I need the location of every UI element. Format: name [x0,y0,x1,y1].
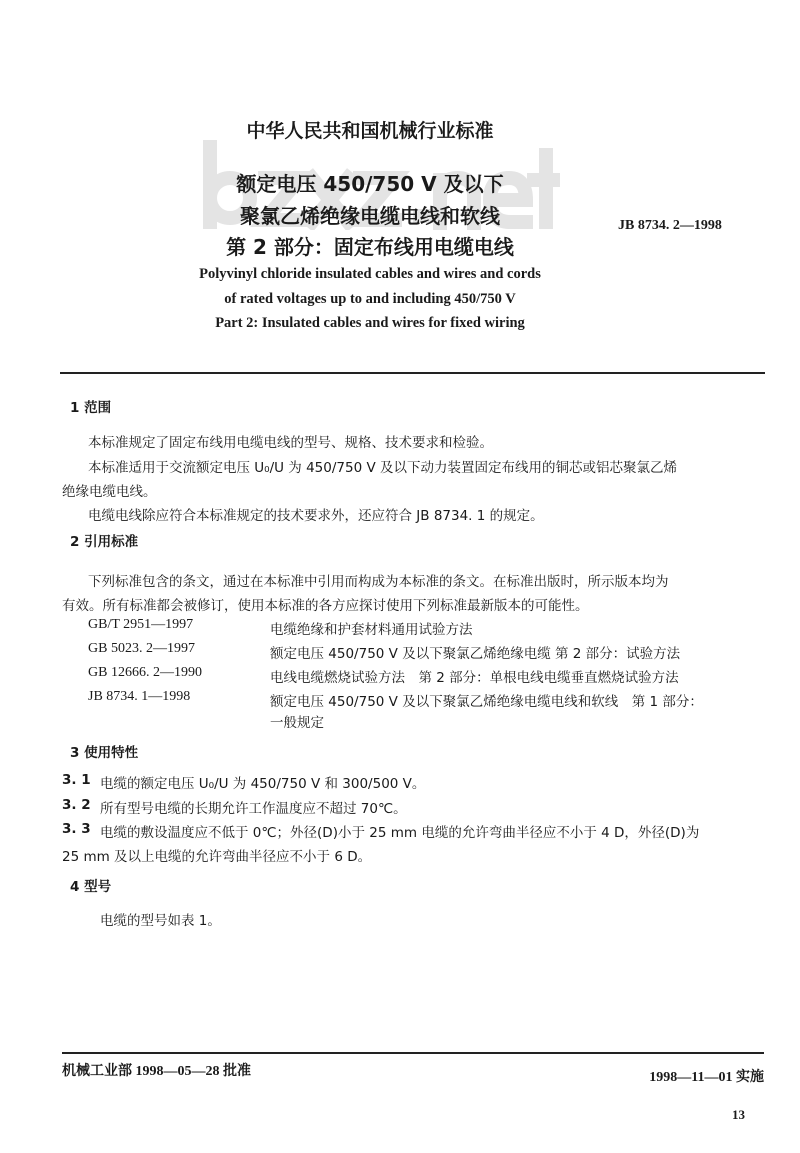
approval-date: 机械工业部 1998—05—28 批准 [62,1064,251,1079]
clause-number: 3. 1 [62,772,91,788]
page-number: 13 [732,1107,745,1122]
clause-text: 电缆的敷设温度应不低于 0℃；外径(D)小于 25 mm 电缆的允许弯曲半径应不小于 4 D，外径(D)为 [100,825,700,841]
header-divider [60,372,765,374]
section-3-title: 3 使用特性 [70,745,139,761]
footer-divider [62,1052,764,1054]
paragraph: 绝缘电缆电线。 [62,484,157,500]
title-en-line-1: Polyvinyl chloride insulated cables and wires and cords [199,266,541,282]
section-2-title: 2 引用标准 [70,534,139,550]
title-cn-line-1: 额定电压 450/750 V 及以下 [236,172,504,196]
clause-text: 电缆的额定电压 U₀/U 为 450/750 V 和 300/500 V。 [100,776,426,792]
standard-code: JB 8734. 2—1998 [618,218,722,233]
title-en-line-3: Part 2: Insulated cables and wires for fixed wiring [215,315,525,331]
ref-code: GB 5023. 2—1997 [88,641,195,656]
title-cn-line-3: 第 2 部分：固定布线用电缆电线 [226,235,514,259]
ref-title: 电线电缆燃烧试验方法 第 2 部分：单根电线电缆垂直燃烧试验方法 [270,670,679,686]
ref-title: 电缆绝缘和护套材料通用试验方法 [270,622,473,638]
section-1-title: 1 范围 [70,400,112,416]
ref-code: GB/T 2951—1997 [88,617,194,632]
title-cn-line-2: 聚氯乙烯绝缘电缆电线和软线 [240,204,500,228]
ref-title: 额定电压 450/750 V 及以下聚氯乙烯绝缘电缆 第 2 部分：试验方法 [270,646,681,662]
ref-code: JB 8734. 1—1998 [88,689,191,704]
clause-text: 所有型号电缆的长期允许工作温度应不超过 70℃。 [100,801,407,817]
ref-title: 额定电压 450/750 V 及以下聚氯乙烯绝缘电缆电线和软线 第 1 部分： [270,694,703,710]
paragraph: 电缆的型号如表 1。 [100,913,221,929]
paragraph: 下列标准包含的条文，通过在本标准中引用而构成为本标准的条文。在标准出版时，所示版本均为 [88,574,669,590]
paragraph: 本标准规定了固定布线用电缆电线的型号、规格、技术要求和检验。 [88,435,493,451]
paragraph: 电缆电线除应符合本标准规定的技术要求外，还应符合 JB 8734. 1 的规定。 [88,508,544,524]
effective-date: 1998—11—01 实施 [649,1070,764,1085]
issuing-org: 中华人民共和国机械行业标准 [246,120,494,142]
ref-title: 一般规定 [270,715,324,731]
clause-text: 25 mm 及以上电缆的允许弯曲半径应不小于 6 D。 [62,849,372,865]
clause-number: 3. 2 [62,797,91,813]
ref-code: GB 12666. 2—1990 [88,665,202,680]
paragraph: 本标准适用于交流额定电压 U₀/U 为 450/750 V 及以下动力装置固定布线用的铜芯或铝芯聚氯乙烯 [88,460,677,476]
section-4-title: 4 型号 [70,879,112,895]
title-en-line-2: of rated voltages up to and including 450/750 V [224,291,516,307]
clause-number: 3. 3 [62,821,91,837]
paragraph: 有效。所有标准都会被修订，使用本标准的各方应探讨使用下列标准最新版本的可能性。 [62,598,589,614]
